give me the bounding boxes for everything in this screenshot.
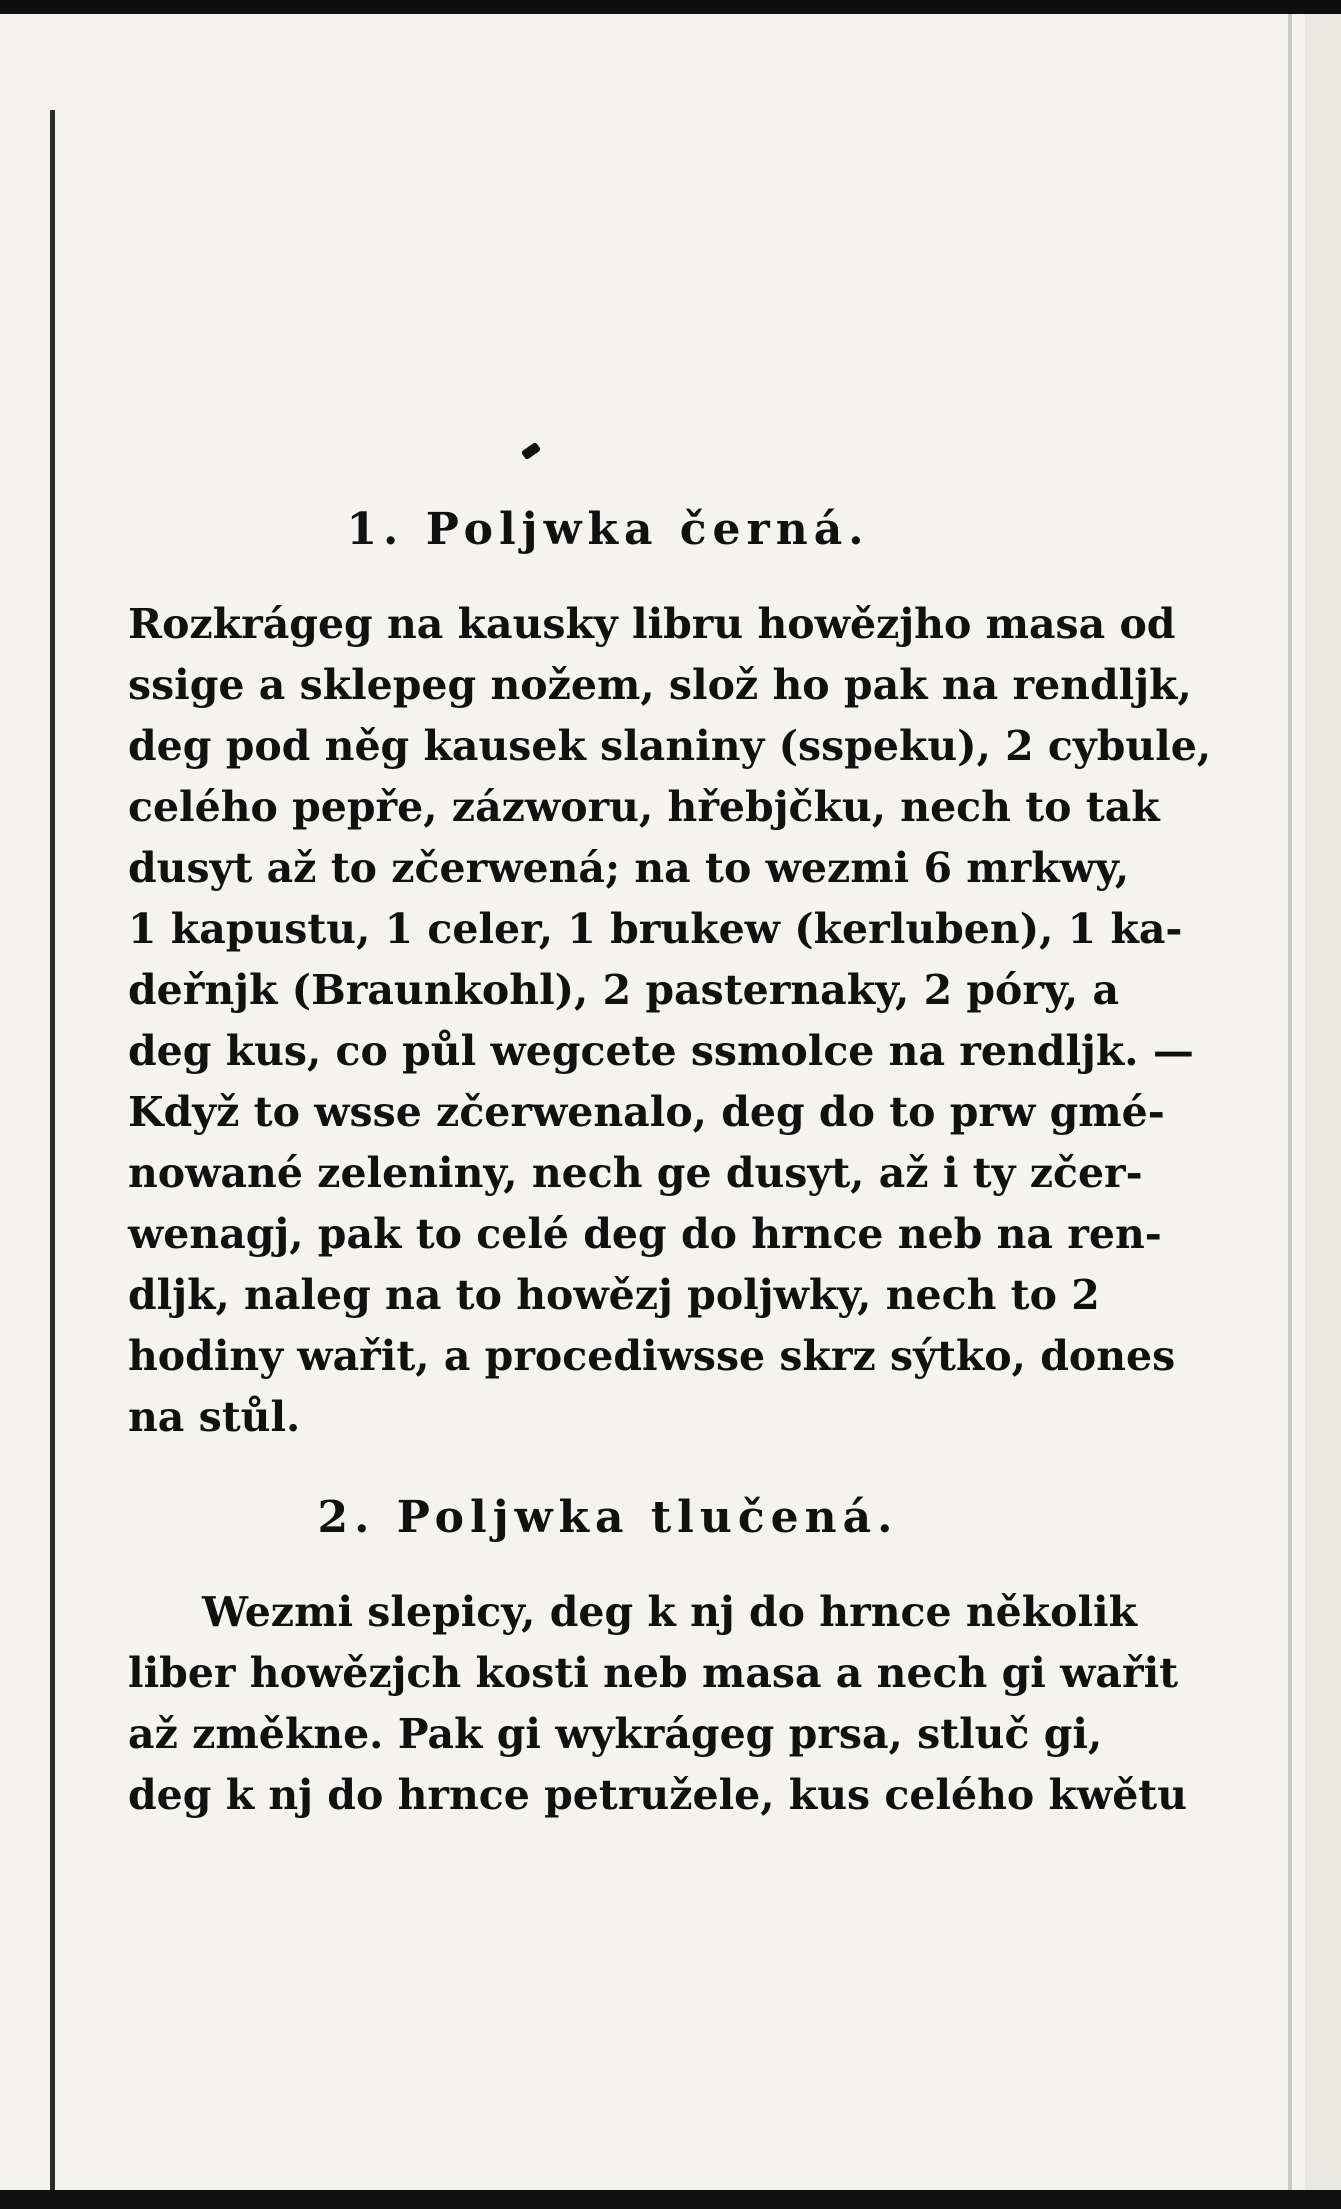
text-line: nowané zeleniny, nech ge dusyt, až i ty zčer- [128, 1149, 1143, 1197]
text-block [128, 500, 1212, 1826]
recipe-paragraph-2 [128, 1582, 1188, 1826]
text-line: celého pepře, zázworu, hřebjčku, nech to tak [128, 783, 1160, 831]
text-line: až změkne. Pak gi wykrágeg prsa, stluč gi, [128, 1710, 1103, 1758]
top-scan-edge [0, 0, 1341, 14]
fore-edge-shadow [1288, 14, 1292, 2190]
text-line: 1 kapustu, 1 celer, 1 brukew (kerluben), 1 ka- [128, 905, 1183, 953]
text-line: deg kus, co půl wegcete ssmolce na rendljk. — [128, 1027, 1194, 1075]
text-line: dljk, naleg na to howězj poljwky, nech to 2 [128, 1271, 1100, 1319]
bottom-scan-edge [0, 2190, 1341, 2209]
text-line: hodiny wařit, a procediwsse skrz sýtko, dones [128, 1332, 1176, 1380]
section-heading-1: 1. Poljwka černá. [346, 504, 870, 555]
text-line: wenagj, pak to celé deg do hrnce neb na ren- [128, 1210, 1162, 1258]
text-line: Rozkrágeg na kausky libru howězjho masa od [128, 600, 1176, 648]
text-line: deřnjk (Braunkohl), 2 pasternaky, 2 póry, a [128, 966, 1120, 1014]
text-line: Když to wsse zčerwenalo, deg do to prw gmé- [128, 1088, 1165, 1136]
recipe-paragraph-1 [128, 594, 1212, 1448]
text-line: na stůl. [128, 1393, 301, 1441]
text-line: Wezmi slepicy, deg k nj do hrnce několik [202, 1588, 1138, 1636]
section-heading-2: 2. Poljwka tlučená. [317, 1492, 899, 1543]
ink-speck [521, 442, 541, 461]
fore-edge-margin [1305, 14, 1341, 2190]
text-line: deg pod něg kausek slaniny (sspeku), 2 cybule, [128, 722, 1212, 770]
text-line: deg k nj do hrnce petružele, kus celého kwětu [128, 1771, 1188, 1819]
binding-gutter-line [50, 110, 55, 2190]
text-line: ssige a sklepeg nožem, slož ho pak na rendljk, [128, 661, 1192, 709]
text-line: dusyt až to zčerwená; na to wezmi 6 mrkwy, [128, 844, 1130, 892]
text-line: liber howězjch kosti neb masa a nech gi wařit [128, 1649, 1179, 1697]
